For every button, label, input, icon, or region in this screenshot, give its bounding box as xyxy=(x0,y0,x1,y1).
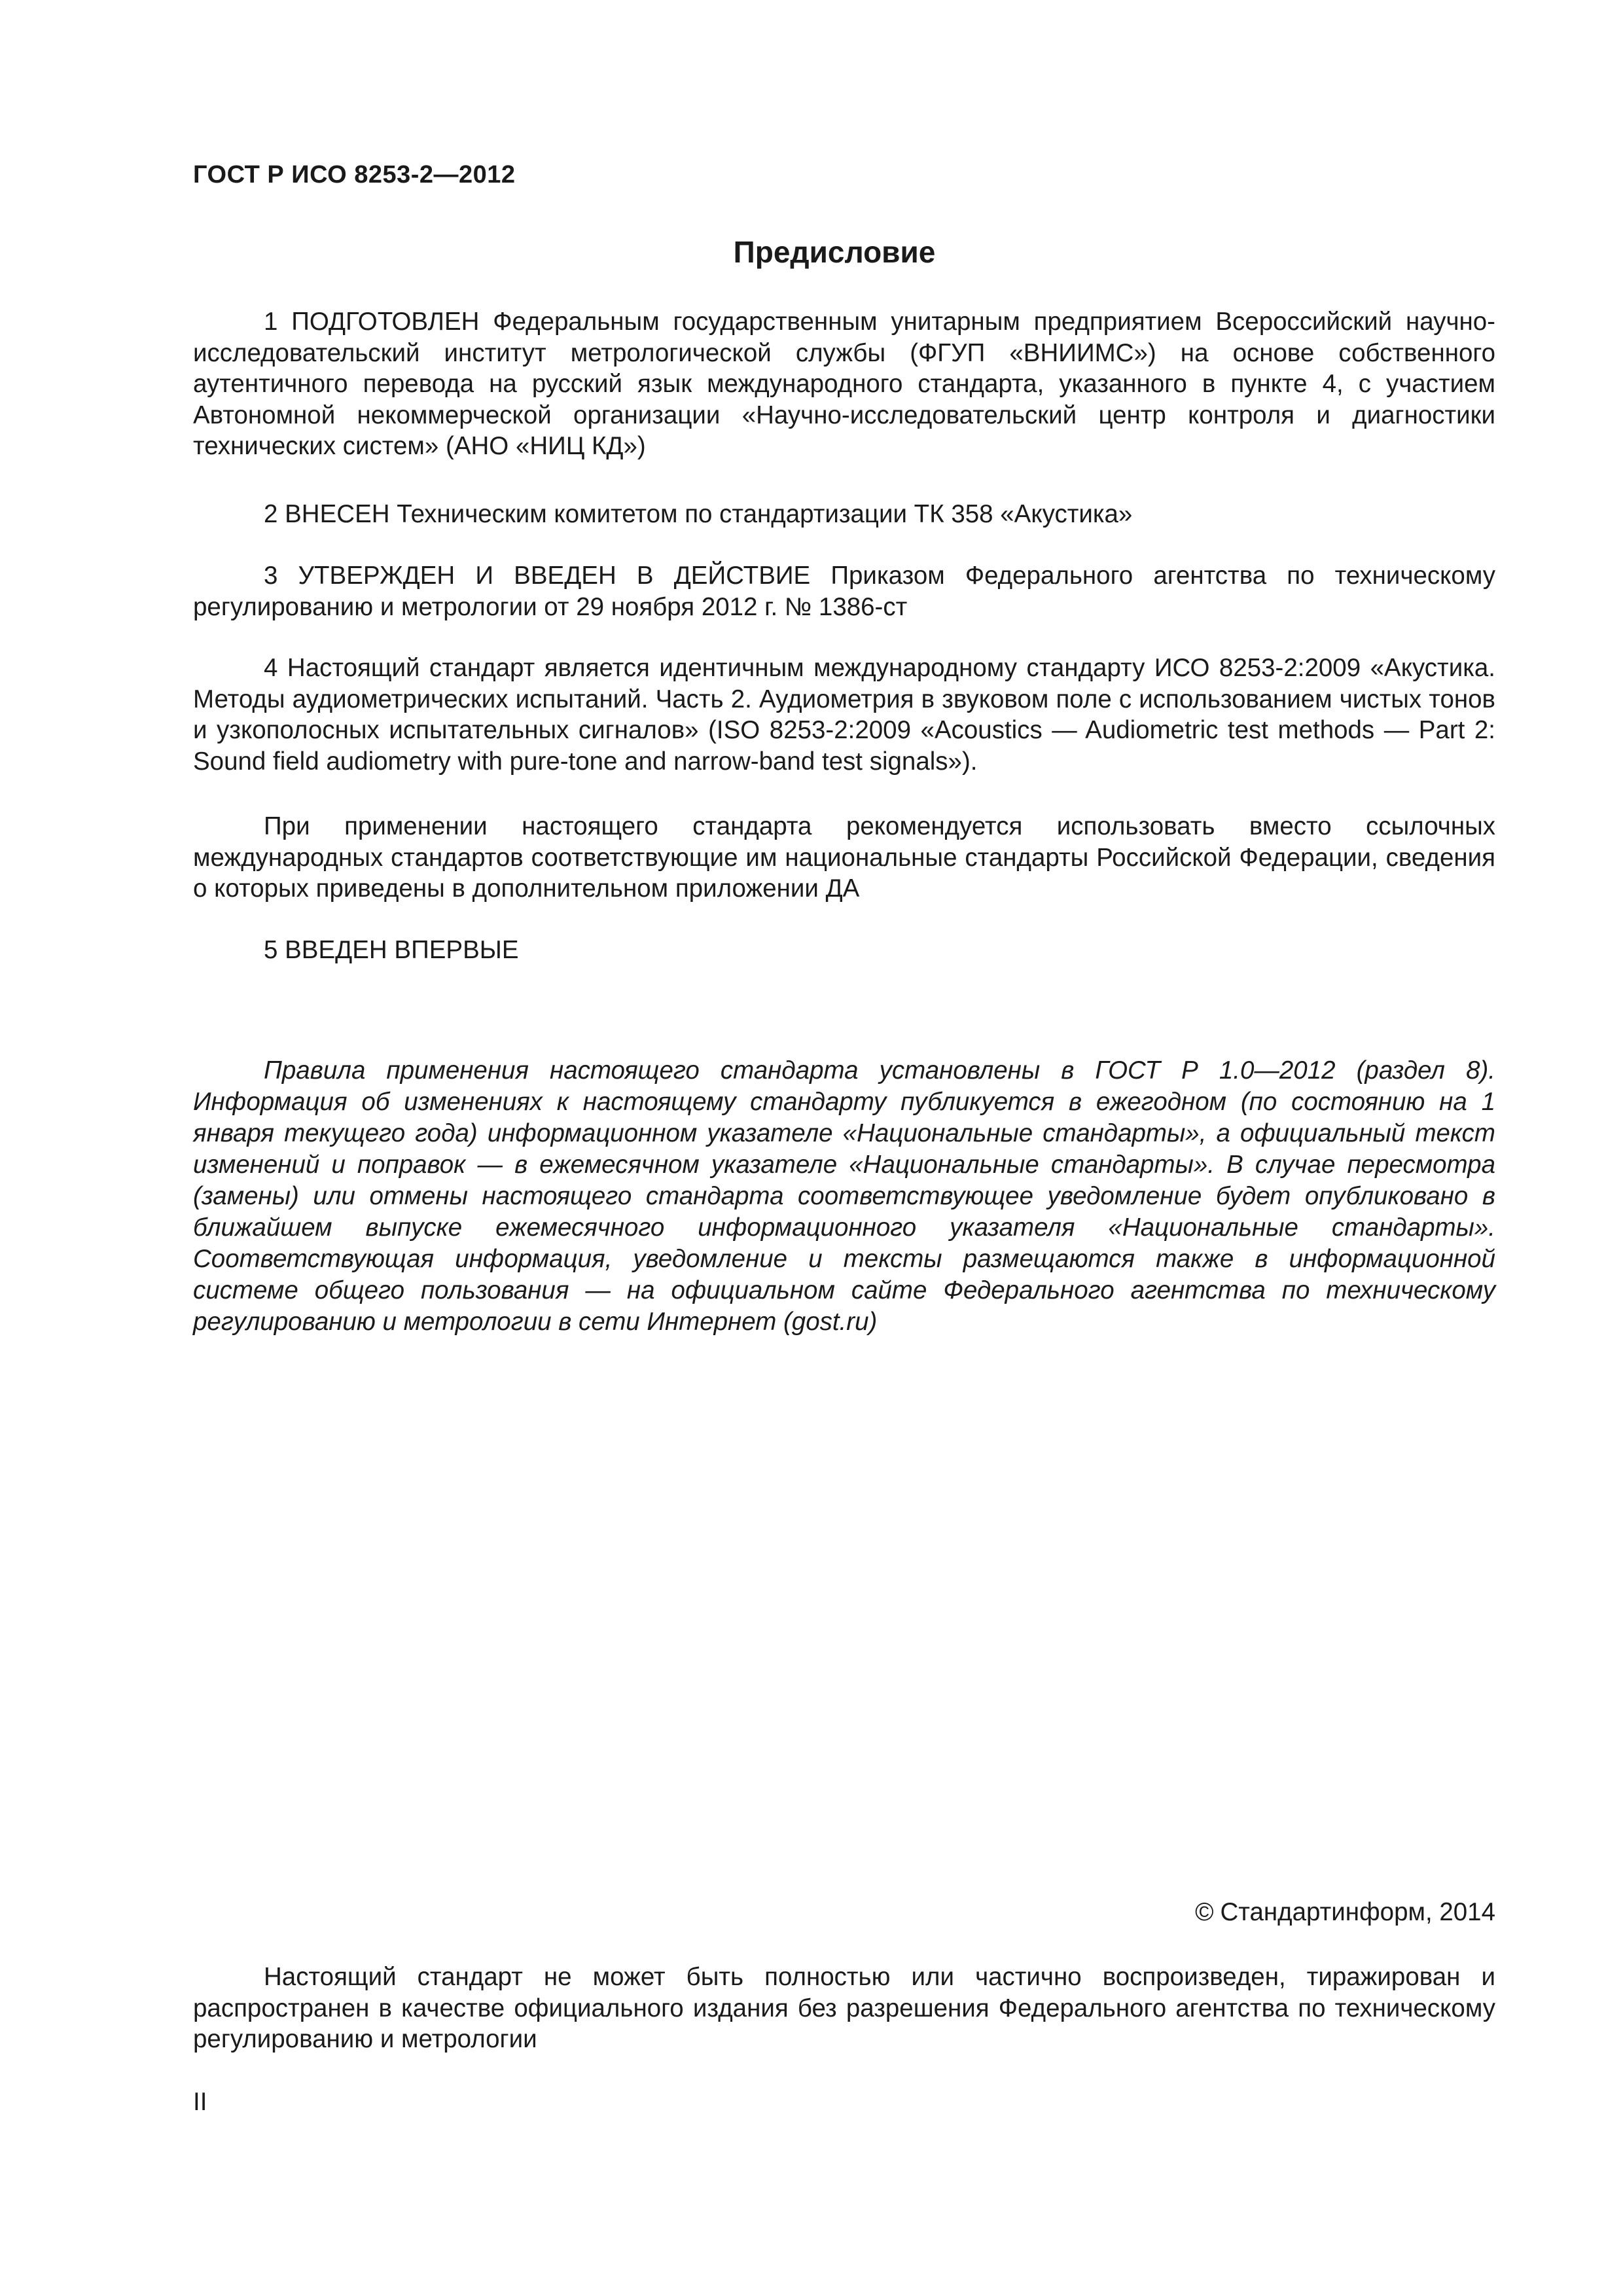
paragraph-introduced-by: 2 ВНЕСЕН Техническим комитетом по стандартизации ТК 358 «Акустика» xyxy=(264,500,1133,528)
paragraph-identical-standard: 4 Настоящий стандарт является идентичным международному стандарту ИСО 8253-2:2009 «Акустика. Методы аудиометрических испытаний. Часть 2. Аудиометрия в звуковом поле с использованием чистых тонов и узкополосных испытательных сигналов» (ISO 8253-2:2009 «Acoustics — Audiometric test methods — Part 2: Sound field audiometry with pure-tone and narrow-band test signals»). xyxy=(193,654,1495,776)
copyright-icon: © xyxy=(1195,1898,1214,1926)
copyright-line xyxy=(1195,1898,1495,1927)
reproduction-notice: Настоящий стандарт не может быть полностью или частично воспроизведен, тиражирован и распространен в качестве официального издания без разрешения Федерального агентства по техническому регулированию и метрологии xyxy=(193,1963,1495,2053)
page-number: II xyxy=(193,2088,207,2116)
paragraph-reference-standards: При применении настоящего стандарта рекомендуется использовать вместо ссылочных международных стандартов соответствующие им национальные стандарты Российской Федерации, сведения о которых приведены в дополнительном приложении ДА xyxy=(193,812,1495,903)
document-code: ГОСТ Р ИСО 8253-2—2012 xyxy=(193,161,516,188)
paragraph-approved: 3 УТВЕРЖДЕН И ВВЕДЕН В ДЕЙСТВИЕ Приказом Федерального агентства по техническому регулированию и метрологии от 29 ноября 2012 г. № 1386-ст xyxy=(193,562,1495,621)
page-title: Предисловие xyxy=(733,235,936,269)
copyright-text: Стандартинформ, 2014 xyxy=(1220,1898,1495,1926)
paragraph-prepared-by: 1 ПОДГОТОВЛЕН Федеральным государственным унитарным предприятием Всероссийский научно-исследовательский институт метрологической службы (ФГУП «ВНИИМС») на основе собственного аутентичного перевода на русский язык международного стандарта, указанного в пункте 4, с участием Автономной некоммерческой организации «Научно-исследовательский центр контроля и диагностики технических систем» (АНО «НИЦ КД») xyxy=(193,308,1495,460)
paragraph-first-introduced: 5 ВВЕДЕН ВПЕРВЫЕ xyxy=(264,936,519,964)
application-rules-notice: Правила применения настоящего стандарта установлены в ГОСТ Р 1.0—2012 (раздел 8). Информация об изменениях к настоящему стандарту публикуется в ежегодном (по состоянию на 1 января текущего года) информационном указателе «Национальные стандарты», а официальный текст изменений и поправок — в ежемесячном указателе «Национальные стандарты». В случае пересмотра (замены) или отмены настоящего стандарта соответствующее уведомление будет опубликовано в ближайшем выпуске ежемесячного информационного указателя «Национальные стандарты». Соответствующая информация, уведомление и тексты размещаются также в информационной системе общего пользования — на официальном сайте Федерального агентства по техническому регулированию и метрологии в сети Интернет (gost.ru) xyxy=(193,1056,1495,1336)
